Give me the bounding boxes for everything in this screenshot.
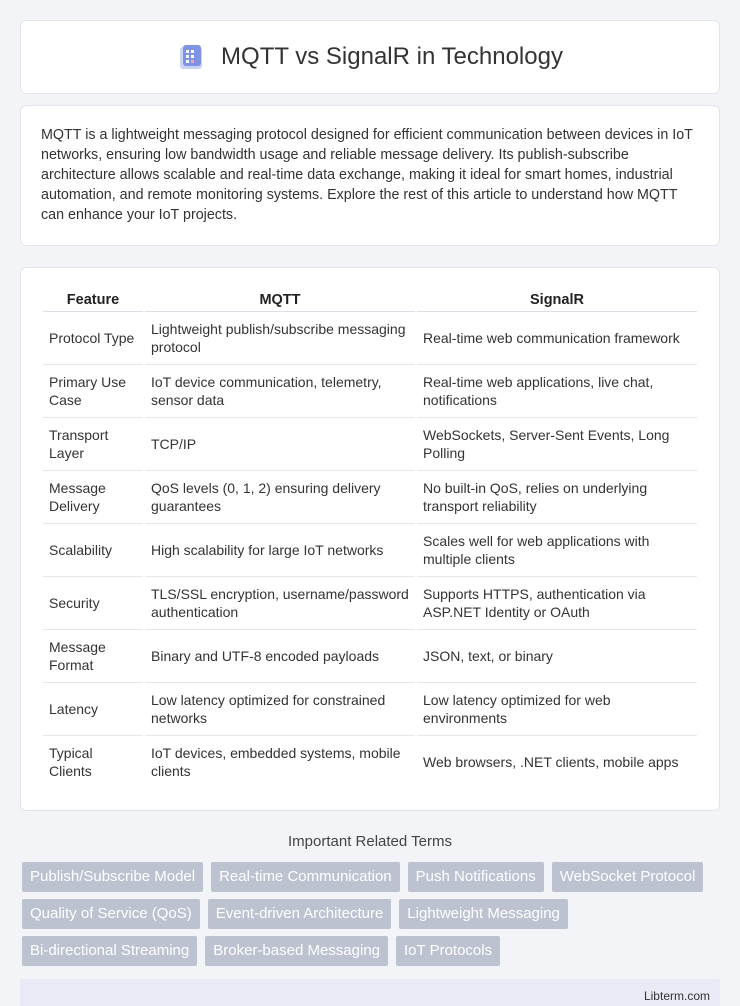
related-term-tag[interactable]: Lightweight Messaging (399, 899, 568, 929)
feature-cell: Scalability (43, 524, 143, 577)
intro-text: MQTT is a lightweight messaging protocol designed for efficient communication between devices in IoT networks, ensuring low bandwidth usage and reliable message delivery. Its publish-subscribe architecture allows scalable and real-time data exchange, making it ideal for smart homes, industrial automation, and remote monitoring systems. Explore the rest of this article to understand how MQTT can enhance your IoT projects. (41, 127, 693, 223)
mqtt-cell: QoS levels (0, 1, 2) ensuring delivery guarantees (145, 471, 415, 524)
table-row (43, 365, 697, 418)
intro-card (20, 105, 720, 246)
comparison-table (41, 288, 699, 788)
page-title: MQTT vs SignalR in Technology (221, 43, 563, 70)
table-row (43, 524, 697, 577)
related-term-tag[interactable]: Real-time Communication (211, 862, 400, 892)
signalr-cell: Supports HTTPS, authentication via ASP.NET Identity or OAuth (417, 577, 697, 630)
related-term-tag[interactable]: Push Notifications (408, 862, 544, 892)
signalr-cell: Real-time web communication framework (417, 312, 697, 365)
feature-cell: Message Format (43, 630, 143, 683)
table-row (43, 577, 697, 630)
signalr-cell: JSON, text, or binary (417, 630, 697, 683)
feature-cell: Transport Layer (43, 418, 143, 471)
column-header-signalr: SignalR (417, 288, 697, 312)
related-term-tag[interactable]: WebSocket Protocol (552, 862, 704, 892)
column-header-mqtt: MQTT (145, 288, 415, 312)
related-term-tag[interactable]: Publish/Subscribe Model (22, 862, 203, 892)
feature-cell: Security (43, 577, 143, 630)
table-row (43, 312, 697, 365)
related-terms-list (0, 862, 740, 966)
footer-site-link[interactable]: Libterm.com (643, 989, 710, 1003)
page-header (20, 20, 720, 94)
mqtt-cell: IoT device communication, telemetry, sensor data (145, 365, 415, 418)
table-row (43, 736, 697, 788)
mqtt-cell: Binary and UTF-8 encoded payloads (145, 630, 415, 683)
mqtt-cell: High scalability for large IoT networks (145, 524, 415, 577)
related-terms-section (0, 833, 740, 966)
feature-cell: Latency (43, 683, 143, 736)
signalr-cell: WebSockets, Server-Sent Events, Long Polling (417, 418, 697, 471)
mqtt-cell: Lightweight publish/subscribe messaging protocol (145, 312, 415, 365)
feature-cell: Protocol Type (43, 312, 143, 365)
feature-cell: Primary Use Case (43, 365, 143, 418)
related-term-tag[interactable]: Bi-directional Streaming (22, 936, 197, 966)
table-row (43, 630, 697, 683)
feature-cell: Typical Clients (49, 745, 93, 779)
table-row (43, 471, 697, 524)
related-term-tag[interactable]: IoT Protocols (396, 936, 500, 966)
signalr-cell: No built-in QoS, relies on underlying transport reliability (417, 471, 697, 524)
page-footer (20, 979, 720, 1006)
mqtt-cell: Low latency optimized for constrained networks (145, 683, 415, 736)
related-terms-title: Important Related Terms (288, 833, 452, 850)
related-term-tag[interactable]: Quality of Service (QoS) (22, 899, 200, 929)
column-header-feature: Feature (43, 288, 143, 312)
feature-cell: Message Delivery (43, 471, 143, 524)
signalr-cell: Web browsers, .NET clients, mobile apps (423, 754, 679, 770)
mqtt-cell: TCP/IP (145, 418, 415, 471)
table-row (43, 418, 697, 471)
signalr-cell: Low latency optimized for web environments (417, 683, 697, 736)
related-term-tag[interactable]: Broker-based Messaging (205, 936, 388, 966)
mqtt-cell: TLS/SSL encryption, username/password authentication (145, 577, 415, 630)
document-icon (177, 42, 207, 72)
table-header-row (43, 288, 697, 312)
comparison-card (20, 267, 720, 811)
mqtt-cell: IoT devices, embedded systems, mobile clients (151, 745, 401, 779)
table-row (43, 683, 697, 736)
related-term-tag[interactable]: Event-driven Architecture (208, 899, 392, 929)
signalr-cell: Scales well for web applications with multiple clients (417, 524, 697, 577)
signalr-cell: Real-time web applications, live chat, notifications (417, 365, 697, 418)
